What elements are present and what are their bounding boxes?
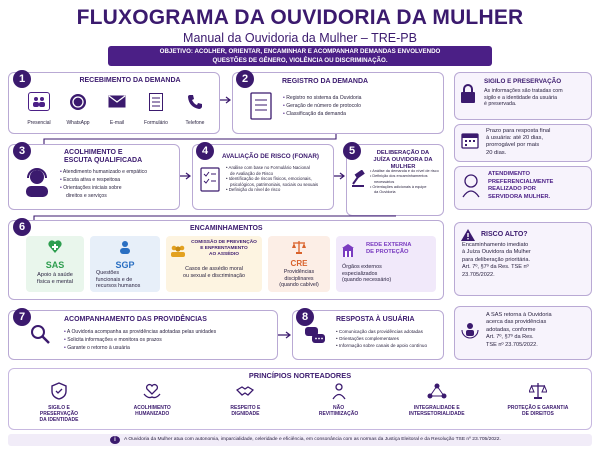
channel-email: E-mail <box>100 92 134 126</box>
arrow-7-8 <box>278 330 292 340</box>
principles-title: PRINCÍPIOS NORTEADORES <box>248 371 352 380</box>
principle-protecao: PROTEÇÃO E GARANTIA DE DIREITOS <box>490 382 586 424</box>
document-icon <box>250 92 272 120</box>
step-3-number: 3 <box>13 142 31 160</box>
network-icon <box>426 382 448 400</box>
step-2-title: REGISTRO DA DEMANDA <box>282 78 369 85</box>
step-1-title: RECEBIMENTO DA DEMANDA <box>79 77 181 84</box>
scales-icon <box>529 382 547 400</box>
woman-icon <box>461 173 481 199</box>
checklist-icon <box>200 166 220 192</box>
step-4-title: AVALIAÇÃO DE RISCO (FONAR) <box>222 153 320 160</box>
step-2-items: • Registro no sistema da Ouvidoria • Geração de número de protocolo • Classificação da demanda <box>283 94 433 118</box>
users-icon <box>118 240 132 254</box>
person-return-icon <box>460 320 480 340</box>
page-subtitle: Manual da Ouvidoria da Mulher – TRE-PB <box>183 31 417 45</box>
arrow-3-4 <box>180 171 192 181</box>
whatsapp-icon <box>67 92 89 111</box>
shield-icon <box>51 382 67 400</box>
channel-formulario: Formulário <box>139 92 173 126</box>
info-icon: i <box>110 436 120 444</box>
people-icon <box>28 92 50 111</box>
step-4-items: • Análise com base no Formulário Nacional de Avaliação de Risco • Identificação de riscos físicos, emocionais, psicológicos, patrimoniais, sociais ou sexuais • Definição do nível de risco <box>226 165 319 193</box>
channel-presencial: Presencial <box>22 92 56 126</box>
enc-cre: CRE Providências disciplinares (quando cabível) <box>268 236 330 292</box>
principle-acolhimento: ACOLHIMENTO HUMANIZADO <box>107 382 197 424</box>
step-3-title: ACOLHIMENTO E ESCUTA QUALIFICADA <box>64 149 143 164</box>
step-8-items: • Comunicação das providências adotadas • Orientações complementares • Informação sobre canais de apoio contínuo <box>336 329 427 348</box>
step-5-items: • Análise da demanda e do nível de risco • Definição dos encaminhamentos necessários • Orientações adicionais à equipe da Ouvidoria <box>370 169 439 195</box>
scales-icon <box>292 240 306 254</box>
step-3-items: • Atendimento humanizado e empático • Escuta ativa e respeitosa • Orientações iniciais sobre direitos e serviços <box>60 168 178 200</box>
handshake-icon <box>236 382 254 400</box>
principle-nao-revitimizacao: NÃO REVITIMIZAÇÃO <box>294 382 384 424</box>
channel-list <box>22 92 212 126</box>
chat-bubbles-icon <box>304 326 326 346</box>
principle-integralidade: INTEGRALIDADE E INTERSETORIALIDADE <box>387 382 487 424</box>
principle-respeito: RESPEITO E DIGNIDADE <box>200 382 290 424</box>
heart-cross-icon <box>48 240 62 254</box>
heart-hands-icon <box>143 382 161 400</box>
principle-sigilo: SIGILO E PRESERVAÇÃO DA IDENTIDADE <box>14 382 104 424</box>
step-6-title: ENCAMINHAMENTOS <box>190 225 263 232</box>
headset-agent-icon <box>22 166 52 198</box>
warning-icon <box>460 228 476 242</box>
step-7-items: • A Ouvidoria acompanha as providências adotadas pelas unidades • Solicita informações e monitora os prazos • Garante o retorno à usuária <box>64 328 276 352</box>
step-7-title: ACOMPANHAMENTO DAS PROVIDÊNCIAS <box>64 316 207 323</box>
building-icon <box>341 244 355 258</box>
step-8-title: RESPOSTA À USUÁRIA <box>336 316 415 323</box>
lock-icon <box>460 84 476 104</box>
step-2-number: 2 <box>236 70 254 88</box>
step-1-number: 1 <box>13 70 31 88</box>
magnifier-cycle-icon <box>28 322 52 346</box>
arrow-1-2 <box>220 95 232 105</box>
person-heart-icon <box>330 382 348 400</box>
step-5-title: DELIBERAÇÃO DA JUÍZA OUVIDORA DA MULHER <box>373 150 433 170</box>
step-4-number: 4 <box>196 142 214 160</box>
step-5-number: 5 <box>343 142 361 160</box>
enc-rede: REDE EXTERNA DE PROTEÇÃO Órgãos externos especializados (quando necessário) <box>336 236 436 292</box>
phone-icon <box>184 92 206 111</box>
step-6-number: 6 <box>13 218 31 236</box>
arrow-4-5 <box>334 171 346 181</box>
group-icon <box>170 244 186 258</box>
step-8-number: 8 <box>296 308 314 326</box>
step-7-number: 7 <box>13 308 31 326</box>
form-icon <box>145 92 167 111</box>
enc-sas: SAS Apoio à saúde física e mental <box>26 236 84 292</box>
page-title: FLUXOGRAMA DA OUVIDORIA DA MULHER <box>76 6 524 29</box>
objective-banner: OBJETIVO: ACOLHER, ORIENTAR, ENCAMINHAR E ACOMPANHAR DEMANDAS ENVOLVENDO QUESTÕES DE GÊNERO, VIOLÊNCIA OU DISCRIMINAÇÃO. <box>108 46 492 66</box>
channel-telefone: Telefone <box>178 92 212 126</box>
principles-list <box>14 382 586 424</box>
enc-sgp: SGP Questões funcionais e de recursos humanos <box>90 236 160 292</box>
footer-text: A Ouvidoria da Mulher atua com autonomia, imparcialidade, celeridade e eficiência, em consonância com as normas da Justiça Eleitoral e da Resolução TSE nº 23.705/2022. <box>124 437 501 442</box>
enc-comissao: COMISSÃO DE PREVENÇÃO E ENFRENTAMENTO AO ASSÉDIO Casos de assédio moral ou sexual e discriminação <box>166 236 262 292</box>
envelope-icon <box>106 92 128 111</box>
calendar-icon <box>461 131 479 149</box>
gavel-icon <box>350 170 368 188</box>
channel-whatsapp: WhatsApp <box>61 92 95 126</box>
